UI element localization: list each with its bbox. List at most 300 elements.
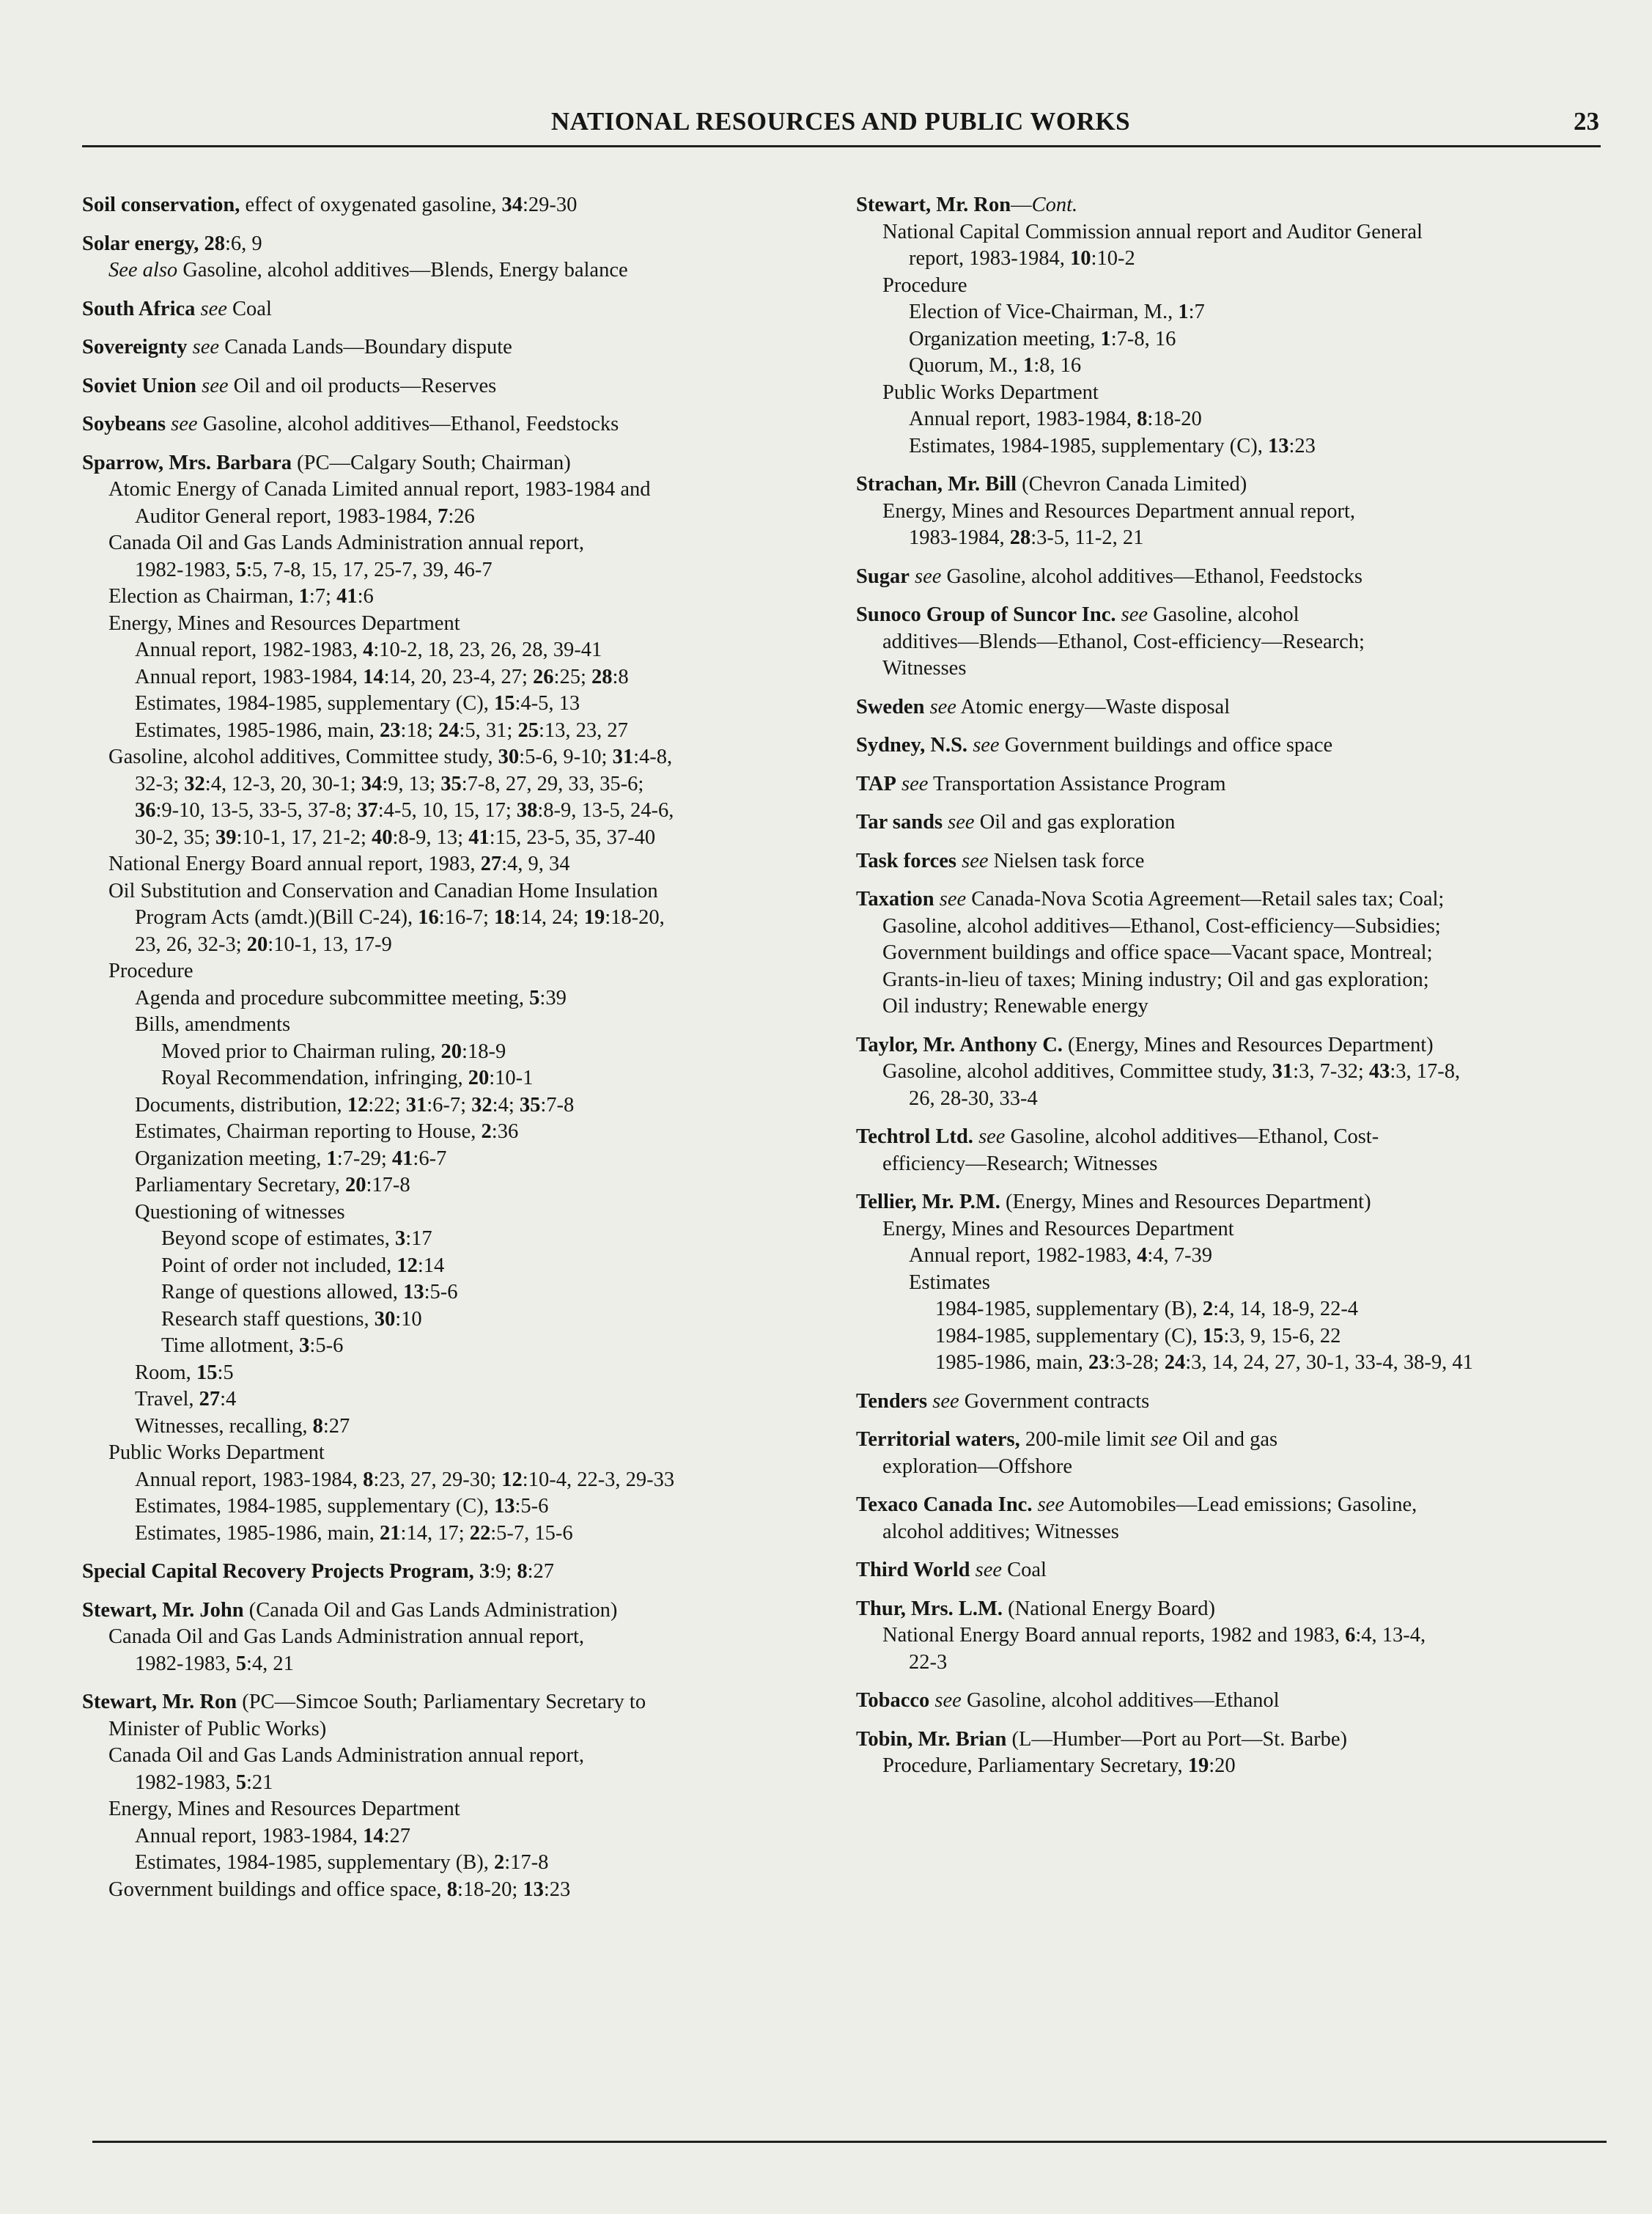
index-subentry-line (82, 1253, 844, 1280)
index-text: Estimates, 1985-1986, main, (135, 1521, 380, 1545)
index-heading-line (856, 1492, 1604, 1519)
index-text: :5-7, 15-6 (490, 1521, 573, 1545)
index-text: 18 (493, 906, 515, 929)
index-text: Bills, amendments (135, 1013, 291, 1036)
index-text: 1982-1983, (135, 1770, 236, 1794)
index-entry (82, 1689, 844, 1903)
index-text: 1 (1100, 327, 1111, 350)
index-text: 2 (481, 1120, 492, 1143)
index-subentry-line (82, 664, 844, 691)
index-text: :18; (400, 718, 439, 742)
index-text: :10 (395, 1307, 422, 1331)
index-text: Stewart, Mr. Ron (82, 1691, 237, 1713)
index-text (934, 888, 940, 911)
index-text: 1982-1983, (135, 558, 236, 581)
index-subentry-line (82, 1012, 844, 1039)
index-text: :3-28; (1109, 1351, 1165, 1374)
index-subentry-line (82, 1716, 844, 1743)
index-subentry-line (82, 1172, 844, 1199)
index-heading-line (82, 192, 844, 219)
index-text: :27 (527, 1560, 555, 1583)
index-subentry-line (82, 691, 844, 718)
index-subentry-line (856, 1216, 1604, 1243)
index-text: 14 (363, 665, 384, 688)
index-text: :4 (220, 1388, 237, 1411)
index-text: :27 (383, 1824, 410, 1847)
index-text: 23 (380, 718, 401, 742)
index-text: :25; (553, 665, 591, 688)
index-text: see (192, 336, 220, 358)
index-subentry-line (82, 1520, 844, 1548)
index-text: Gasoline, alcohol additives—Ethanol (961, 1689, 1280, 1712)
index-subentry-line (82, 1146, 844, 1173)
index-text: see (932, 1389, 959, 1413)
index-text: :3, 9, 15-6, 22 (1223, 1324, 1341, 1347)
index-text: 19 (583, 906, 605, 929)
index-text: 1983-1984, (909, 526, 1010, 549)
index-text: see (948, 811, 975, 834)
index-text: Questioning of witnesses (135, 1200, 345, 1224)
index-subentry-line (856, 353, 1604, 380)
index-text: 12 (397, 1254, 418, 1277)
index-text: National Energy Board annual report, 1983, (108, 853, 481, 875)
index-heading-line (856, 771, 1604, 798)
index-text: Sugar (856, 564, 910, 588)
index-text: Gasoline, alcohol (1148, 603, 1299, 626)
index-text: 15 (1202, 1324, 1224, 1347)
index-subentry-line (82, 637, 844, 664)
index-text: 31 (612, 746, 634, 768)
index-text: :7-8, 16 (1110, 327, 1176, 350)
index-text: Auditor General report, 1983-1984, (135, 504, 438, 528)
index-entry (856, 809, 1604, 836)
index-entry (856, 771, 1604, 798)
index-text: 32-3; (135, 772, 185, 795)
index-subentry-line (82, 878, 844, 905)
index-heading-line (82, 450, 844, 477)
index-entry (856, 1389, 1604, 1416)
index-text: 1985-1986, main, (935, 1351, 1088, 1374)
index-text: 5 (235, 1770, 246, 1794)
index-subentry-line (82, 744, 844, 771)
index-subentry-line (856, 525, 1604, 552)
index-text: 24 (438, 718, 460, 742)
index-text: :4, 13-4, (1355, 1624, 1426, 1647)
page-header (82, 107, 1599, 144)
index-text: :8-9, 13; (392, 825, 469, 849)
index-entry (856, 848, 1604, 875)
index-heading-line (856, 732, 1604, 760)
index-text: Organization meeting, (135, 1147, 327, 1170)
index-text: 27 (199, 1388, 221, 1411)
index-subentry-line (856, 433, 1604, 460)
index-text: Estimates, 1985-1986, main, (135, 718, 380, 742)
index-text: (Canada Oil and Gas Lands Administration) (243, 1598, 618, 1622)
index-text (924, 696, 929, 718)
index-text: Program Acts (amdt.)(Bill C-24), (135, 906, 418, 929)
index-text: 31 (405, 1093, 427, 1117)
index-subentry-line (856, 993, 1604, 1020)
index-text: :14, 24; (515, 906, 584, 929)
index-entry (82, 411, 844, 438)
index-entry (856, 886, 1604, 1020)
index-subentry-line (82, 1039, 844, 1066)
index-text: Estimates, 1984-1985, supplementary (C), (135, 692, 494, 715)
index-text: Organization meeting, (909, 327, 1101, 350)
index-text: Sunoco Group of Suncor Inc. (856, 603, 1116, 626)
index-text: Moved prior to Chairman ruling, (161, 1040, 441, 1063)
index-subentry-line (82, 1651, 844, 1678)
index-text: :9, 13; (382, 772, 441, 795)
index-text: :6-7 (413, 1147, 447, 1170)
index-text: 5 (529, 986, 540, 1009)
index-text: :5, 7-8, 15, 17, 25-7, 39, 46-7 (246, 558, 493, 581)
index-subentry-line (856, 326, 1604, 353)
index-text: see (962, 849, 989, 872)
index-text: :16-7; (438, 906, 494, 929)
index-text: (PC—Simcoe South; Parliamentary Secretary to (237, 1691, 646, 1713)
index-text: See also (108, 259, 178, 282)
index-text: 13 (493, 1495, 515, 1518)
index-text: (L—Humber—Port au Port—St. Barbe) (1006, 1727, 1348, 1751)
index-text: Canada Oil and Gas Lands Administration annual report, (108, 1625, 585, 1648)
index-text: — (1011, 194, 1032, 216)
index-text: Travel, (135, 1388, 199, 1411)
index-text: Procedure (882, 273, 967, 297)
index-text: :4, 14, 18-9, 22-4 (1213, 1298, 1359, 1320)
index-heading-line (856, 564, 1604, 591)
index-subentry-line (82, 985, 844, 1012)
index-text: :20 (1209, 1754, 1236, 1777)
index-text: Atomic Energy of Canada Limited annual report, 1983-1984 and (108, 478, 651, 501)
index-text: :10-4, 22-3, 29-33 (522, 1468, 675, 1491)
index-subentry-line (82, 611, 844, 638)
index-text: see (901, 772, 929, 795)
index-text: 30-2, 35; (135, 825, 216, 849)
index-text: 3 (394, 1227, 406, 1250)
index-text: :17-8 (504, 1851, 549, 1874)
index-text: Nielsen task force (988, 849, 1145, 872)
index-entry (856, 602, 1604, 683)
index-subentry-line (856, 1296, 1604, 1323)
index-text: Government buildings and office space—Vacant space, Montreal; (882, 941, 1433, 964)
index-subentry-line (82, 504, 844, 531)
index-heading-line (856, 1688, 1604, 1715)
index-text: :4-8, (633, 746, 673, 768)
index-text: :15, 23-5, 35, 37-40 (489, 825, 656, 849)
index-text: Election of Vice-Chairman, M., (909, 301, 1179, 323)
index-text: 20 (440, 1040, 462, 1063)
index-text: Room, (135, 1361, 196, 1384)
index-text: Automobiles—Lead emissions; Gasoline, (1063, 1493, 1417, 1516)
index-text: see (975, 1559, 1002, 1581)
index-text: Stewart, Mr. Ron (856, 194, 1011, 216)
index-subentry-line (82, 905, 844, 932)
index-text: Soviet Union (82, 374, 196, 397)
index-text: :3-5, 11-2, 21 (1030, 526, 1144, 549)
index-text: Gasoline, alcohol additives—Ethanol, Cost- (1005, 1125, 1379, 1148)
index-text: Point of order not included, (161, 1254, 397, 1277)
index-heading-line (82, 1559, 844, 1586)
index-text: Government buildings and office space, (108, 1878, 447, 1901)
index-text: 7 (438, 504, 449, 528)
index-text: Procedure (108, 960, 193, 982)
index-heading-line (82, 373, 844, 400)
index-text: 23, 26, 32-3; (135, 933, 247, 956)
index-text: :7-8 (540, 1093, 575, 1117)
index-text: 35 (519, 1093, 541, 1117)
index-text: 41 (468, 825, 490, 849)
index-subentry-line (82, 825, 844, 852)
index-text: Canada Oil and Gas Lands Administration annual report, (108, 532, 585, 554)
index-text: :10-2, 18, 23, 26, 28, 39-41 (373, 639, 602, 661)
index-text: Energy, Mines and Resources Department (108, 611, 460, 635)
index-text: National Energy Board annual reports, 1982 and 1983, (882, 1624, 1346, 1647)
index-subentry-line (856, 1270, 1604, 1297)
index-text: :4, 21 (246, 1652, 294, 1675)
index-text: Minister of Public Works) (108, 1717, 327, 1740)
index-subentry-line (82, 1770, 844, 1797)
index-text: Estimates, 1984-1985, supplementary (B), (135, 1851, 494, 1874)
index-text: Strachan, Mr. Bill (856, 473, 1017, 496)
index-text: :5-6, 9-10; (519, 746, 613, 768)
index-text: Taylor, Mr. Anthony C. (856, 1033, 1063, 1056)
index-text (970, 1559, 975, 1581)
index-subentry-line (856, 219, 1604, 246)
index-text: Oil Substitution and Conservation and Canadian Home Insulation (108, 879, 658, 902)
index-text: Estimates (909, 1270, 990, 1294)
index-text: :10-1, 17, 21-2; (236, 825, 372, 849)
index-subentry-line (82, 771, 844, 798)
index-text: 25 (517, 718, 539, 742)
page-title: NATIONAL RESOURCES AND PUBLIC WORKS (550, 107, 1131, 136)
index-text: Estimates, 1984-1985, supplementary (C), (909, 434, 1268, 457)
index-entry (856, 1492, 1604, 1545)
index-text: 30 (498, 746, 520, 768)
index-text (896, 773, 901, 795)
index-heading-line (82, 411, 844, 438)
index-text: see (202, 374, 229, 397)
index-text: see (200, 297, 227, 320)
index-text: Annual report, 1983-1984, (135, 665, 364, 688)
index-text: 8 (1137, 408, 1148, 430)
index-text: 13 (523, 1878, 544, 1901)
index-text: Gasoline, alcohol additives, Committee study, (882, 1060, 1272, 1083)
index-text: :14, 17; (400, 1521, 470, 1545)
index-entry (856, 1557, 1604, 1584)
index-text: :23 (1288, 434, 1316, 457)
index-subentry-line (856, 940, 1604, 967)
index-text: :7-8, 27, 29, 33, 35-6; (461, 772, 644, 795)
index-heading-line (856, 1124, 1604, 1151)
index-heading-line (856, 1032, 1604, 1059)
index-subentry-line (856, 1622, 1604, 1650)
index-entry (856, 471, 1604, 552)
index-text: :3, 7-32; (1293, 1060, 1369, 1083)
index-text: 41 (336, 585, 358, 608)
index-text: see (171, 413, 198, 435)
index-text: (National Energy Board) (1003, 1597, 1215, 1620)
index-subentry-line (82, 557, 844, 584)
index-text: 1 (1022, 354, 1034, 377)
index-text: 24 (1164, 1351, 1186, 1374)
index-text: Parliamentary Secretary, (135, 1174, 345, 1196)
index-subentry-line (82, 718, 844, 745)
index-text (910, 565, 915, 588)
index-text: 1 (1178, 301, 1189, 323)
index-text: see (978, 1125, 1006, 1148)
index-text: (Energy, Mines and Resources Department) (1000, 1191, 1371, 1213)
index-text: Solar energy, 28 (82, 232, 226, 255)
index-heading-line (856, 1557, 1604, 1584)
index-text: 8 (363, 1468, 374, 1491)
index-text: Sydney, N.S. (856, 734, 968, 757)
index-text: 2 (1202, 1298, 1214, 1320)
index-subentry-line (82, 1306, 844, 1334)
index-text: :13, 23, 27 (538, 718, 628, 742)
index-subentry-line (856, 967, 1604, 994)
index-text: Transportation Assistance Program (928, 772, 1226, 795)
index-text: :23 (543, 1878, 571, 1901)
index-text: 1982-1983, (135, 1652, 236, 1675)
index-subentry-line (856, 1454, 1604, 1481)
index-text: 1984-1985, supplementary (B), (935, 1298, 1203, 1320)
index-text: Government buildings and office space (999, 734, 1333, 757)
index-text: Soybeans (82, 413, 166, 435)
index-text: :27 (322, 1414, 350, 1438)
index-text (1116, 603, 1121, 626)
index-subentry-line (82, 1743, 844, 1770)
index-text: Gasoline, alcohol additives, Committee study, (108, 746, 498, 768)
index-text: Oil and gas exploration (974, 811, 1176, 834)
index-text: Witnesses (882, 657, 967, 680)
index-text: :3, 17-8, (1390, 1060, 1461, 1083)
index-subentry-line (82, 1360, 844, 1387)
index-text: Coal (226, 297, 272, 320)
index-text: Procedure, Parliamentary Secretary, (882, 1754, 1188, 1777)
index-text: South Africa (82, 297, 196, 320)
index-subentry-line (82, 1624, 844, 1651)
index-text: Witnesses, recalling, (135, 1414, 313, 1438)
index-text: see (1037, 1493, 1064, 1516)
index-entry (856, 1688, 1604, 1715)
index-subentry-line (856, 629, 1604, 656)
index-subentry-line (856, 1350, 1604, 1377)
index-text: 13 (1267, 434, 1289, 457)
index-subentry-line (82, 530, 844, 557)
index-subentry-line (82, 1092, 844, 1119)
index-text: see (939, 888, 967, 911)
index-subentry-line (856, 499, 1604, 526)
index-text: Public Works Department (882, 380, 1099, 404)
index-subentry-line (82, 958, 844, 985)
index-text: 40 (372, 825, 393, 849)
index-text: 35 (440, 772, 462, 795)
index-text: 10 (1070, 247, 1091, 270)
index-text: :5-6 (309, 1334, 344, 1357)
index-text: :39 (539, 986, 567, 1009)
index-text: Government contracts (959, 1389, 1150, 1413)
index-text: (PC—Calgary South; Chairman) (292, 451, 571, 474)
index-text: National Capital Commission annual report and Auditor General (882, 220, 1423, 243)
index-text: :4, 12-3, 20, 30-1; (204, 772, 361, 795)
index-text: Annual report, 1983-1984, (135, 1468, 364, 1491)
index-text: 5 (235, 1652, 246, 1675)
index-text: :5-6 (424, 1281, 458, 1303)
index-text: 2 (493, 1851, 505, 1874)
index-text: Annual report, 1982-1983, (909, 1244, 1137, 1267)
index-text: :14 (417, 1254, 445, 1277)
index-text: :6 (357, 585, 374, 608)
index-subentry-line (856, 1323, 1604, 1350)
index-entry (856, 1427, 1604, 1480)
index-subentry-line (856, 299, 1604, 326)
index-text: 32 (471, 1093, 493, 1117)
index-text: 12 (347, 1093, 369, 1117)
index-text (973, 1125, 978, 1148)
index-text: :10-1, 13, 17-9 (268, 933, 392, 956)
index-heading-line (856, 1427, 1604, 1454)
index-text: :10-1 (489, 1067, 534, 1089)
index-heading-line (856, 809, 1604, 836)
index-text: :5, 31; (459, 718, 518, 742)
index-subentry-line (82, 1119, 844, 1146)
index-text (188, 336, 193, 358)
index-text: 1 (326, 1147, 337, 1170)
index-text: report, 1983-1984, (909, 247, 1071, 270)
index-text: Range of questions allowed, (161, 1281, 404, 1303)
index-text: :22; (368, 1093, 406, 1117)
index-entry (82, 231, 844, 284)
index-text: 200-mile limit (1019, 1428, 1151, 1451)
index-subentry-line (82, 798, 844, 825)
index-text: Tellier, Mr. P.M. (856, 1191, 1000, 1213)
index-subentry-line (82, 1333, 844, 1360)
index-text: TAP (856, 772, 896, 795)
index-text: :29-30 (523, 194, 578, 216)
index-text: Techtrol Ltd. (856, 1125, 973, 1148)
index-text: Tobin, Mr. Brian (856, 1727, 1007, 1751)
index-text: Cont. (1031, 194, 1078, 216)
index-text: Research staff questions, (161, 1307, 375, 1331)
index-heading-line (856, 471, 1604, 499)
index-text: :6-7; (427, 1093, 472, 1117)
index-text: 20 (246, 933, 268, 956)
index-entry (82, 296, 844, 323)
index-heading-line (856, 886, 1604, 913)
index-heading-line (856, 694, 1604, 721)
index-text: :7; (309, 585, 337, 608)
index-text: 4 (363, 639, 374, 661)
index-text: Documents, distribution, (135, 1093, 347, 1117)
index-entry (856, 1596, 1604, 1677)
index-text: 38 (516, 799, 538, 822)
index-text: Tobacco (856, 1689, 930, 1712)
index-subentry-line (82, 1413, 844, 1441)
index-text: 20 (344, 1174, 366, 1196)
index-text: :21 (246, 1770, 273, 1794)
index-text: Annual report, 1983-1984, (909, 408, 1137, 430)
index-text: 37 (357, 799, 378, 822)
index-text: :3, 14, 24, 27, 30-1, 33-4, 38-9, 41 (1185, 1351, 1473, 1374)
index-text: 34 (501, 194, 523, 216)
index-text: 41 (391, 1147, 413, 1170)
index-text: (Energy, Mines and Resources Department) (1062, 1033, 1434, 1056)
index-subentry-line (82, 1823, 844, 1850)
index-text: Energy, Mines and Resources Department (882, 1217, 1234, 1240)
index-subentry-line (856, 380, 1604, 407)
index-text: see (934, 1689, 962, 1712)
